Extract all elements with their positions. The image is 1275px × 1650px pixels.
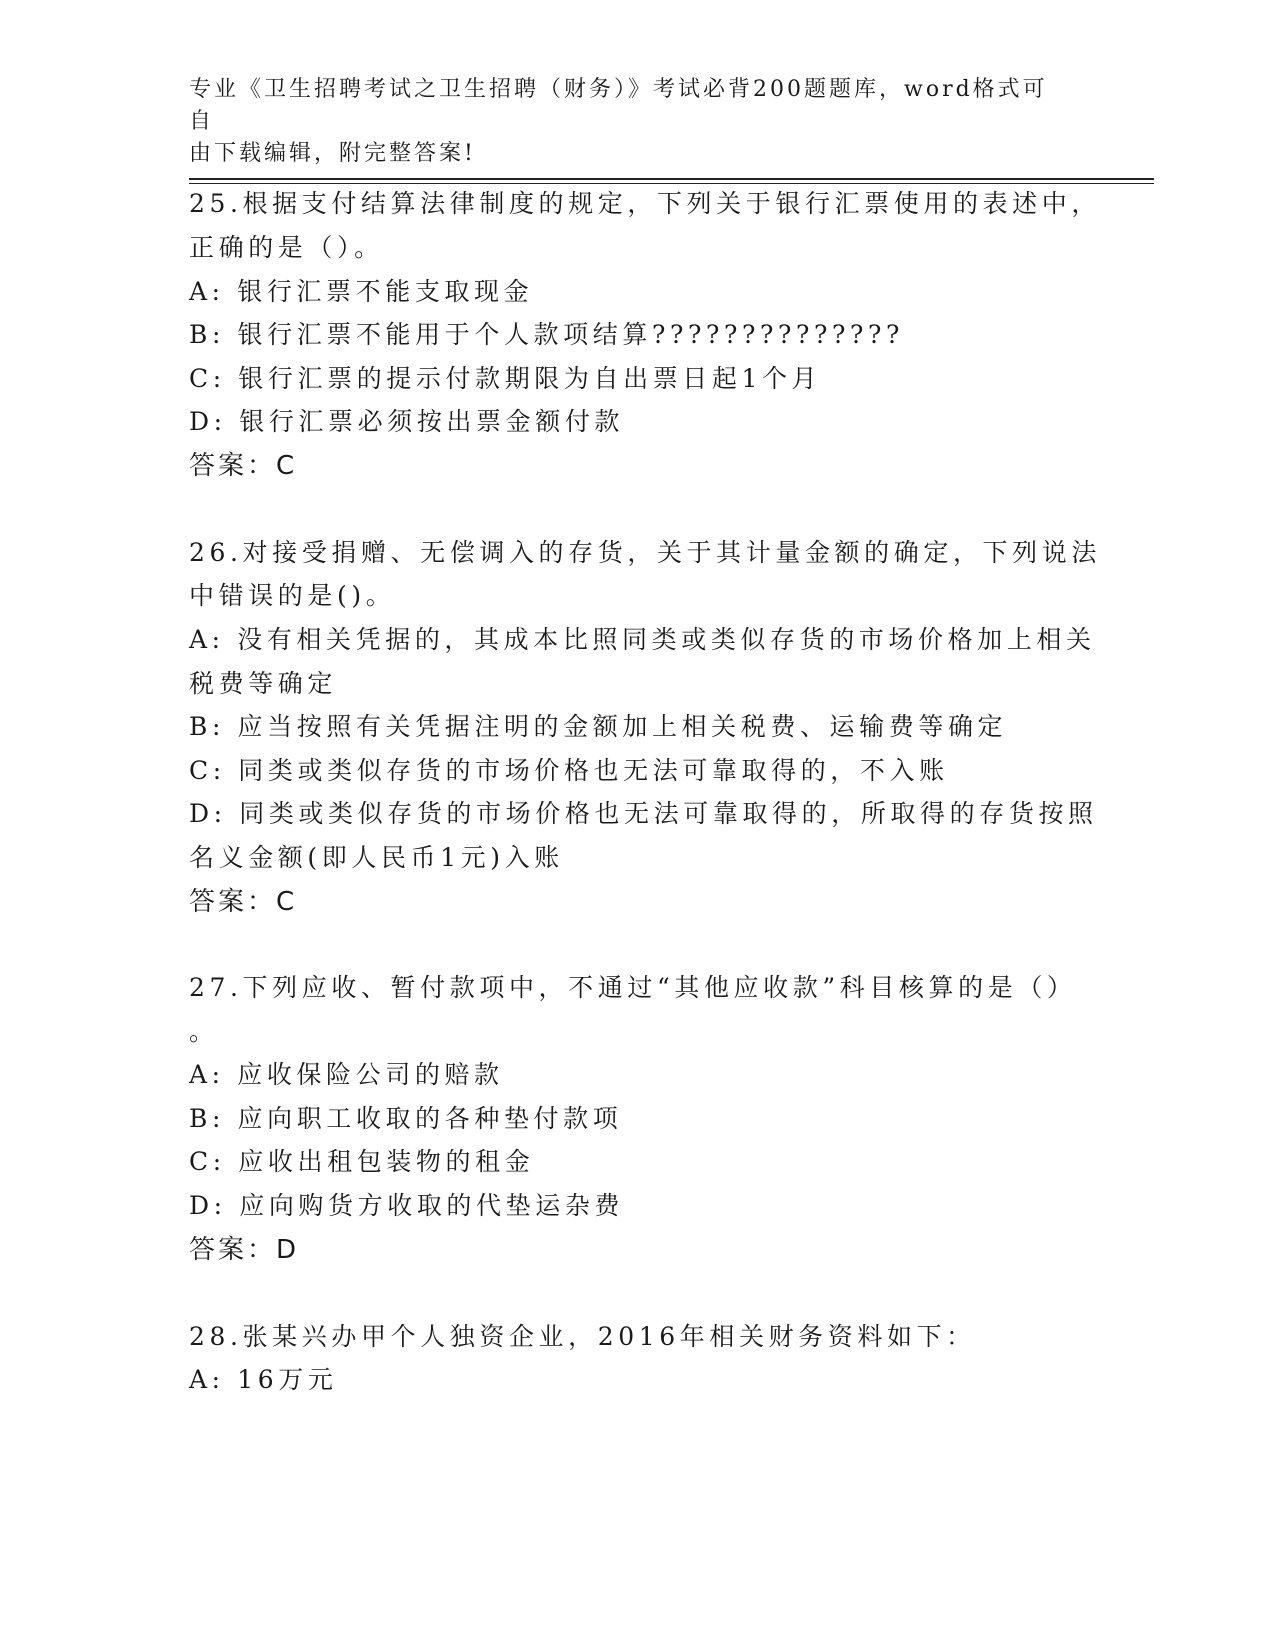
question-26-option-a-line-1: A: 没有相关凭据的，其成本比照同类或类似存货的市场价格加上相关 <box>189 625 1096 654</box>
question-25-stem-line-1: 25.根据支付结算法律制度的规定，下列关于银行汇票使用的表述中， <box>189 189 1101 218</box>
answer-label: 答案： <box>189 451 277 481</box>
question-25-option-b: B: 银行汇票不能用于个人款项结算?????????????? <box>189 320 904 349</box>
question-26-option-d-line-2: 名义金额(即人民币1元)入账 <box>189 843 564 872</box>
question-27-option-c: C: 应收出租包装物的租金 <box>189 1147 535 1176</box>
answer-label: 答案： <box>189 1235 277 1265</box>
question-27-answer <box>189 1234 299 1266</box>
question-26-answer <box>189 886 297 918</box>
question-26-option-c: C: 同类或类似存货的市场价格也无法可靠取得的，不入账 <box>189 756 949 785</box>
header-title-line-2: 由下载编辑，附完整答案! <box>189 141 476 166</box>
header-divider-thick <box>189 178 1154 180</box>
question-28-option-a: A: 16万元 <box>189 1365 338 1394</box>
question-26-option-b: B: 应当按照有关凭据注明的金额加上相关税费、运输费等确定 <box>189 712 1008 741</box>
question-27-option-a: A: 应收保险公司的赔款 <box>189 1060 504 1089</box>
answer-label: 答案： <box>189 887 277 917</box>
question-28-stem-line-1: 28.张某兴办甲个人独资企业，2016年相关财务资料如下： <box>189 1322 976 1351</box>
question-26-stem-line-1: 26.对接受捐赠、无偿调入的存货，关于其计量金额的确定，下列说法 <box>189 538 1101 567</box>
answer-value: C <box>276 887 298 917</box>
question-25-answer <box>189 450 297 482</box>
question-25-option-a: A: 银行汇票不能支取现金 <box>189 277 534 306</box>
question-25-option-d: D: 银行汇票必须按出票金额付款 <box>189 407 625 436</box>
question-27-option-d: D: 应向购货方收取的代垫运杂费 <box>189 1191 625 1220</box>
question-27-stem-line-1: 27.下列应收、暂付款项中，不通过“其他应收款”科目核算的是（） <box>189 973 1077 1002</box>
question-25-option-c: C: 银行汇票的提示付款期限为自出票日起1个月 <box>189 364 822 393</box>
question-26-option-a-line-2: 税费等确定 <box>189 669 338 698</box>
header-title-line-1: 专业《卫生招聘考试之卫生招聘（财务）》考试必背200题题库，word格式可自 <box>189 77 1048 134</box>
header-divider-thin <box>189 183 1154 184</box>
question-27-option-b: B: 应向职工收取的各种垫付款项 <box>189 1104 623 1133</box>
answer-value: D <box>276 1235 300 1265</box>
document-header <box>189 74 1069 170</box>
question-25-stem-line-2: 正确的是（）。 <box>189 233 384 262</box>
answer-value: C <box>276 451 298 481</box>
question-26-stem-line-2: 中错误的是()。 <box>189 581 396 610</box>
question-27-stem-line-2: 。 <box>189 1017 219 1046</box>
question-26-option-d-line-1: D: 同类或类似存货的市场价格也无法可靠取得的，所取得的存货按照 <box>189 799 1098 828</box>
